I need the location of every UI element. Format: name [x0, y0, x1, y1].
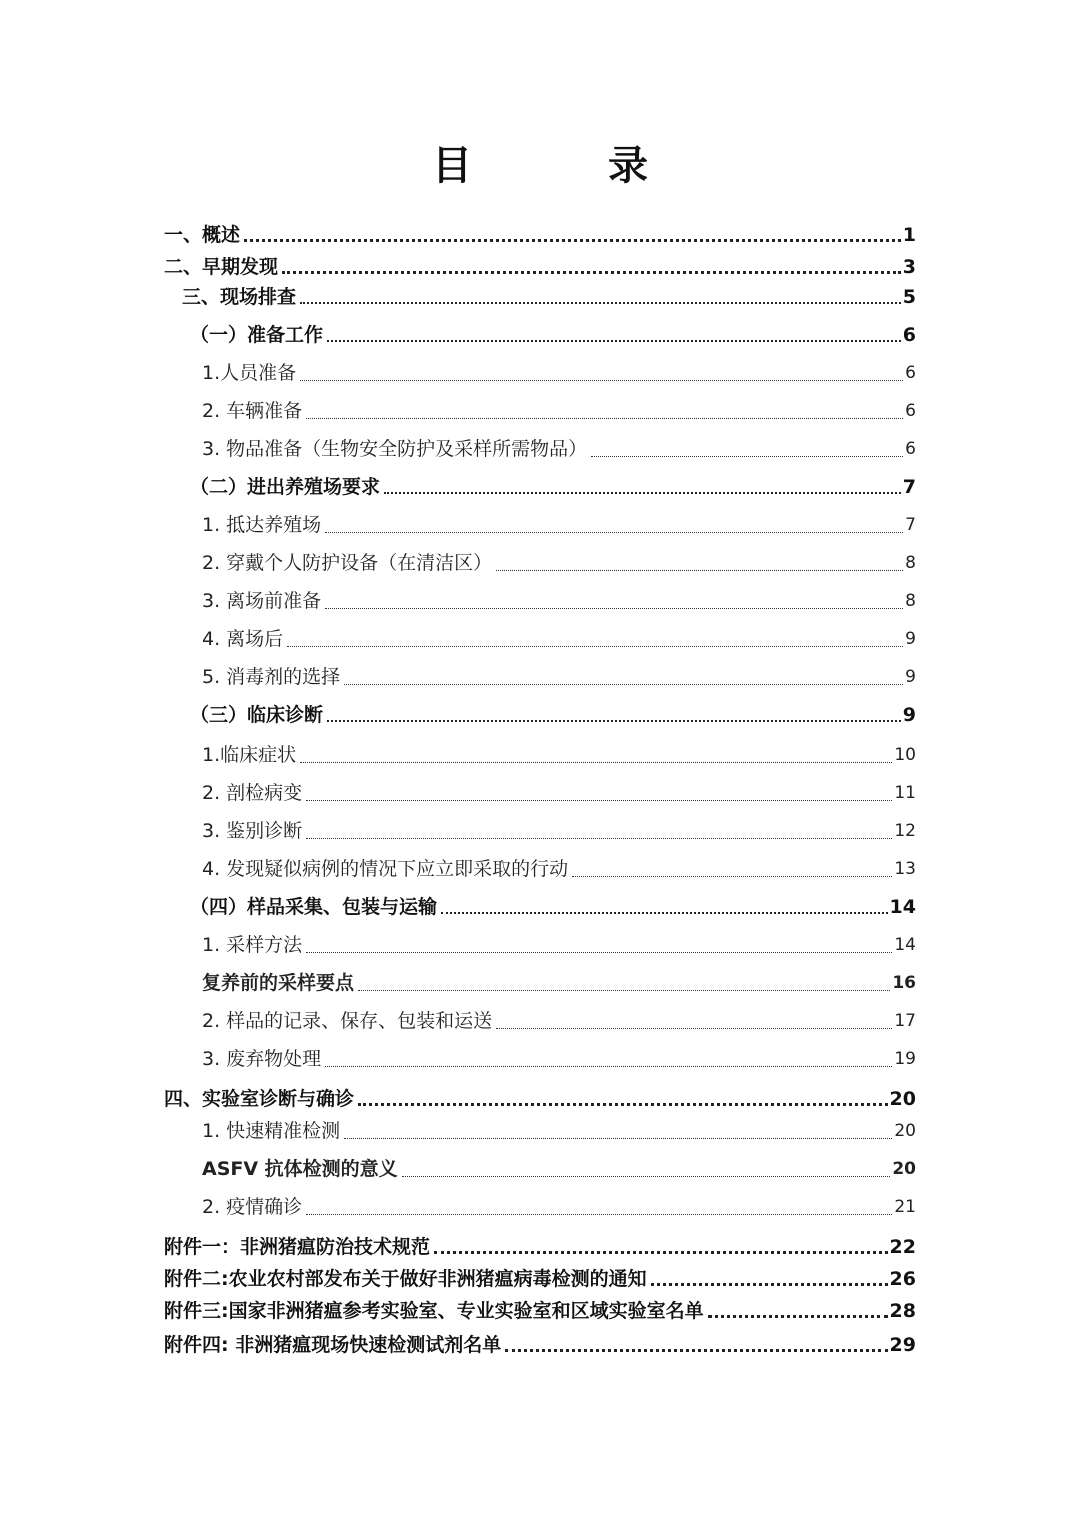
toc-entry-label: 3. 物品准备（生物安全防护及采样所需物品） — [202, 438, 588, 460]
toc-entry-label: 4. 离场后 — [202, 628, 284, 650]
toc-entry[interactable] — [202, 816, 916, 846]
toc-entry-page-number: 9 — [905, 667, 916, 687]
toc-entry-label: （四）样品采集、包装与运输 — [190, 896, 438, 918]
toc-entry-label: 四、实验室诊断与确诊 — [164, 1088, 355, 1110]
page-title: 目 录 — [432, 143, 696, 189]
toc-entry-label: 附件三:国家非洲猪瘟参考实验室、专业实验室和区域实验室名单 — [164, 1300, 704, 1322]
toc-entry-page-number: 17 — [894, 1011, 916, 1031]
toc-entry-label: 附件二:农业农村部发布关于做好非洲猪瘟病毒检测的通知 — [164, 1268, 647, 1290]
toc-entry-label: ASFV 抗体检测的意义 — [202, 1158, 398, 1180]
toc-entry-page-number: 16 — [892, 973, 916, 993]
toc-entry-label: 三、现场排查 — [182, 286, 297, 308]
toc-entry-page-number: 28 — [889, 1300, 916, 1322]
toc-entry-label: 1.临床症状 — [202, 744, 297, 766]
toc-entry-label: 1. 采样方法 — [202, 934, 303, 956]
toc-entry-page-number: 7 — [902, 476, 916, 498]
toc-entry-page-number: 19 — [894, 1049, 916, 1069]
dot-leader — [306, 790, 892, 801]
toc-entry[interactable] — [164, 252, 916, 282]
toc-entry-page-number: 7 — [905, 515, 916, 535]
toc-entry[interactable] — [202, 778, 916, 808]
toc-entry-page-number: 6 — [905, 439, 916, 459]
toc-entry[interactable] — [202, 662, 916, 692]
toc-entry-page-number: 21 — [894, 1197, 916, 1217]
toc-entry-label: 附件四: 非洲猪瘟现场快速检测试剂名单 — [164, 1334, 502, 1356]
toc-entry-page-number: 14 — [889, 896, 916, 918]
dot-leader — [434, 1241, 888, 1254]
dot-leader — [402, 1166, 891, 1177]
toc-entry-page-number: 22 — [889, 1236, 916, 1258]
dot-leader — [325, 1056, 892, 1067]
toc-entry[interactable] — [164, 1264, 916, 1294]
dot-leader — [496, 560, 903, 571]
toc-entry[interactable] — [182, 282, 916, 312]
toc-entry-page-number: 1 — [902, 224, 916, 246]
toc-entry[interactable] — [202, 1044, 916, 1074]
toc-entry[interactable] — [202, 434, 916, 464]
toc-entry-label: 复养前的采样要点 — [202, 972, 355, 994]
toc-entry[interactable] — [202, 968, 916, 998]
toc-entry-page-number: 6 — [905, 401, 916, 421]
toc-entry[interactable] — [164, 1232, 916, 1262]
toc-entry[interactable] — [190, 320, 916, 350]
dot-leader — [708, 1305, 888, 1318]
toc-entry-label: 附件一：非洲猪瘟防治技术规范 — [164, 1236, 431, 1258]
toc-entry[interactable] — [164, 1084, 916, 1114]
toc-entry[interactable] — [202, 624, 916, 654]
dot-leader — [384, 482, 901, 494]
toc-entry-page-number: 11 — [894, 783, 916, 803]
dot-leader — [300, 292, 901, 304]
toc-entry[interactable] — [202, 358, 916, 388]
toc-entry-page-number: 6 — [905, 363, 916, 383]
dot-leader — [496, 1018, 892, 1029]
toc-entry[interactable] — [202, 396, 916, 426]
toc-entry[interactable] — [202, 1192, 916, 1222]
dot-leader — [358, 980, 890, 991]
toc-entry-page-number: 9 — [905, 629, 916, 649]
toc-entry-label: 二、早期发现 — [164, 256, 279, 278]
toc-entry-label: 2. 剖检病变 — [202, 782, 303, 804]
toc-entry-page-number: 29 — [889, 1334, 916, 1356]
toc-entry-label: 3. 鉴别诊断 — [202, 820, 303, 842]
toc-entry[interactable] — [202, 1116, 916, 1146]
toc-entry-page-number: 20 — [889, 1088, 916, 1110]
dot-leader — [244, 229, 901, 242]
toc-entry-page-number: 6 — [902, 324, 916, 346]
toc-entry[interactable] — [202, 854, 916, 884]
dot-leader — [358, 1093, 888, 1106]
dot-leader — [325, 522, 903, 533]
toc-entry[interactable] — [202, 1006, 916, 1036]
dot-leader — [306, 828, 892, 839]
dot-leader — [282, 261, 901, 274]
toc-entry[interactable] — [190, 472, 916, 502]
toc-entry-label: 1.人员准备 — [202, 362, 297, 384]
dot-leader — [300, 752, 892, 763]
toc-entry-label: 3. 离场前准备 — [202, 590, 322, 612]
toc-entry-label: （二）进出养殖场要求 — [190, 476, 381, 498]
toc-entry-label: （三）临床诊断 — [190, 704, 324, 726]
dot-leader — [327, 330, 901, 342]
dot-leader — [572, 866, 892, 877]
toc-entry[interactable] — [190, 892, 916, 922]
toc-entry-page-number: 8 — [905, 553, 916, 573]
toc-entry[interactable] — [202, 586, 916, 616]
dot-leader — [344, 1128, 892, 1139]
dot-leader — [505, 1339, 887, 1352]
dot-leader — [591, 446, 903, 457]
toc-entry[interactable] — [202, 1154, 916, 1184]
toc-entry-page-number: 14 — [894, 935, 916, 955]
toc-entry-label: 2. 车辆准备 — [202, 400, 303, 422]
toc-entry[interactable] — [190, 700, 916, 730]
toc-entry-label: 2. 样品的记录、保存、包装和运送 — [202, 1010, 493, 1032]
toc-entry-label: 2. 穿戴个人防护设备（在清洁区） — [202, 552, 493, 574]
dot-leader — [287, 636, 903, 647]
toc-entry-label: 1. 抵达养殖场 — [202, 514, 322, 536]
toc-entry[interactable] — [164, 1330, 916, 1360]
dot-leader — [327, 710, 901, 722]
dot-leader — [306, 942, 892, 953]
toc-entry-label: 5. 消毒剂的选择 — [202, 666, 341, 688]
toc-entry[interactable] — [202, 740, 916, 770]
dot-leader — [651, 1273, 888, 1286]
dot-leader — [306, 408, 903, 419]
toc-entry-label: 1. 快速精准检测 — [202, 1120, 341, 1142]
toc-entry-label: 4. 发现疑似病例的情况下应立即采取的行动 — [202, 858, 569, 880]
toc-entry[interactable] — [202, 510, 916, 540]
toc-entry-page-number: 9 — [902, 704, 916, 726]
toc-entry-page-number: 8 — [905, 591, 916, 611]
toc-entry[interactable] — [164, 1296, 916, 1326]
toc-entry-label: 一、概述 — [164, 224, 241, 246]
dot-leader — [441, 902, 888, 914]
toc-entry-page-number: 20 — [894, 1121, 916, 1141]
toc-entry-page-number: 26 — [889, 1268, 916, 1290]
toc-entry-page-number: 3 — [902, 256, 916, 278]
toc-entry[interactable] — [202, 930, 916, 960]
toc-entry-page-number: 20 — [892, 1159, 916, 1179]
toc-entry-label: （一）准备工作 — [190, 324, 324, 346]
dot-leader — [325, 598, 903, 609]
toc-entry[interactable] — [202, 548, 916, 578]
toc-entry-page-number: 13 — [894, 859, 916, 879]
dot-leader — [306, 1204, 892, 1215]
dot-leader — [344, 674, 903, 685]
toc-entry-label: 2. 疫情确诊 — [202, 1196, 303, 1218]
toc-entry-page-number: 5 — [902, 286, 916, 308]
toc-entry-page-number: 12 — [894, 821, 916, 841]
dot-leader — [300, 370, 903, 381]
toc-entry-page-number: 10 — [894, 745, 916, 765]
toc-entry-label: 3. 废弃物处理 — [202, 1048, 322, 1070]
toc-entry[interactable] — [164, 220, 916, 250]
